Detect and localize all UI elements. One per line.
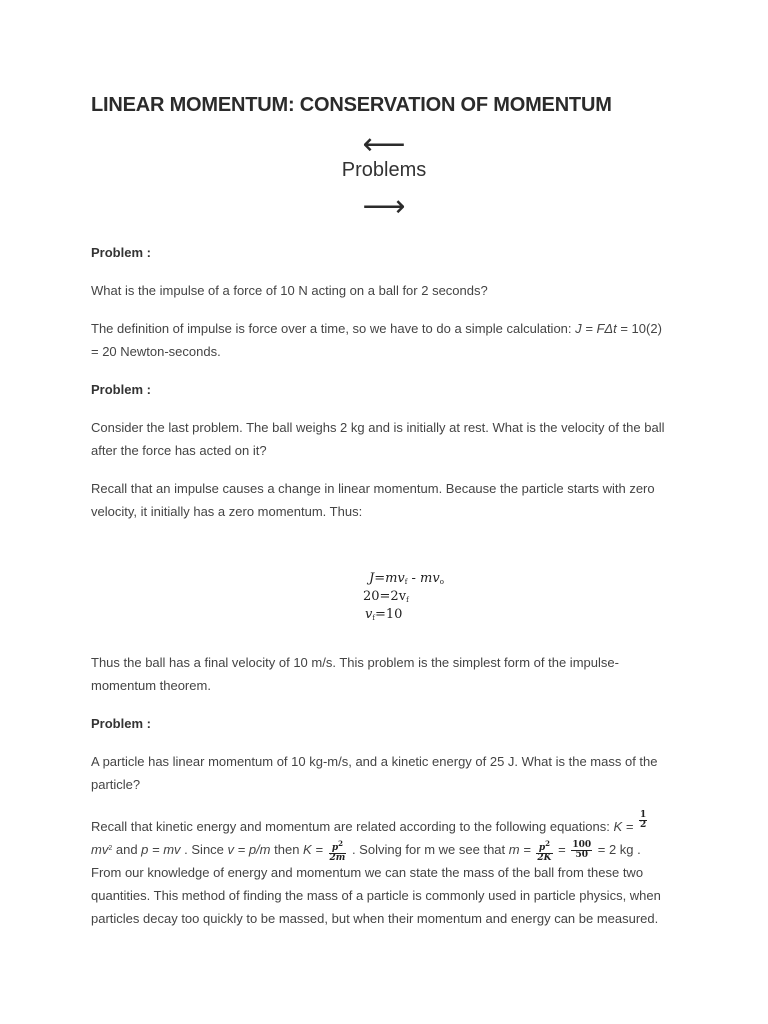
- equation-result-v: v: [365, 607, 373, 622]
- problem-3-question: A particle has linear momentum of 10 kg-m/s, and a kinetic energy of 25 J. What is the mass of the particle?: [91, 754, 658, 792]
- equation-impulse-lhs: J=mv: [369, 571, 405, 586]
- problem-3-heading: Problem :: [91, 716, 151, 731]
- equation-impulse-sub-f: f: [404, 578, 408, 586]
- equation-impulse-sub-o: o: [439, 578, 444, 586]
- previous-arrow-icon[interactable]: ⟵: [362, 127, 406, 162]
- problem-3-answer-line-2: [91, 837, 671, 863]
- section-title: Problems: [341, 159, 427, 181]
- equation-result-sub: f: [372, 614, 375, 622]
- problem-2-conclusion: Thus the ball has a final velocity of 10 m/s. This problem is the simplest form of the impulse-momentum theorem.: [91, 655, 619, 693]
- problem-1-answer-text-a: The definition of impulse is force over a time, so we have to do a simple calculation:: [91, 321, 576, 336]
- problem-1-answer-formula: J = FΔt: [575, 321, 617, 336]
- problem-2-question: Consider the last problem. The ball weighs 2 kg and is initially at rest. What is the velocity of the ball after the force has acted on it?: [91, 420, 665, 458]
- problem-3-p-eq: p = mv: [141, 842, 181, 857]
- page-title: LINEAR MOMENTUM: CONSERVATION OF MOMENTUM: [91, 94, 612, 116]
- fraction-p2-over-2m-den: 2m: [329, 852, 346, 863]
- problem-2-heading: Problem :: [91, 382, 151, 397]
- problem-3-answer-line-3: From our knowledge of energy and momentum we can state the mass of the ball from these two quantities. This method of finding the mass of a particle is commonly used in particle physics, when particles decay too quickly to be massed, but when their momentum and energy can be measured.: [91, 865, 661, 926]
- equation-result-rhs: =10: [374, 607, 403, 622]
- problem-2-answer-intro: Recall that an impulse causes a change in linear momentum. Because the particle starts with zero velocity, it initially has a zero momentum. Thus:: [91, 481, 655, 519]
- problem-3-k-eq: K =: [303, 842, 327, 857]
- problem-3-since: . Since: [180, 842, 228, 857]
- problem-3-mv: mv: [91, 842, 109, 857]
- fraction-p2-over-2k-den: 2K: [537, 852, 552, 863]
- fraction-one-half-den: 2: [639, 820, 647, 830]
- fraction-100-over-50: [571, 841, 592, 860]
- fraction-p2-over-2k: [536, 839, 552, 863]
- equation-result: [365, 607, 402, 622]
- problem-1-question: What is the impulse of a force of 10 N acting on a ball for 2 seconds?: [91, 283, 488, 298]
- problem-3-equals: =: [554, 842, 570, 857]
- problem-1-answer: [91, 317, 671, 363]
- problem-3-line1-k: K =: [613, 819, 637, 834]
- problem-1-heading: Problem :: [91, 245, 151, 260]
- fraction-p2-over-2k-num-sup: 2: [545, 838, 551, 848]
- fraction-p2-over-2m-num-sup: 2: [338, 838, 344, 848]
- fraction-one-half-num: 1: [639, 810, 647, 820]
- fraction-100-over-50-den: 50: [575, 850, 588, 861]
- fraction-100-over-50-num: 100: [572, 840, 592, 851]
- problem-3-solving: . Solving for m we see that: [348, 842, 509, 857]
- problem-3-v-eq: v = p/m: [227, 842, 271, 857]
- problem-1-answer-text-b: = 10(2) = 20 Newton-seconds.: [91, 321, 662, 359]
- fraction-p2-over-2m-num: p: [331, 842, 339, 853]
- equation-substitution-lhs: 20=2v: [363, 589, 407, 604]
- fraction-p2-over-2k-num: p: [538, 842, 546, 853]
- next-arrow-icon[interactable]: ⟶: [362, 189, 406, 224]
- fraction-p2-over-2m: [329, 839, 347, 863]
- equation-substitution: [363, 589, 409, 604]
- problem-3-result: = 2 kg .: [594, 842, 641, 857]
- equation-impulse: [369, 571, 444, 586]
- problem-3-m-eq: m =: [508, 842, 535, 857]
- fraction-one-half: [639, 811, 647, 830]
- equation-impulse-mid: - mv: [407, 571, 440, 586]
- problem-3-and: and: [112, 842, 142, 857]
- problem-3-mv-sup: 2: [108, 845, 113, 852]
- problem-3-then: then: [270, 842, 304, 857]
- equation-substitution-sub: f: [406, 596, 409, 604]
- problem-3-answer-line-1: [91, 811, 671, 838]
- problem-3-line1-text: Recall that kinetic energy and momentum are related according to the following equations:: [91, 819, 614, 834]
